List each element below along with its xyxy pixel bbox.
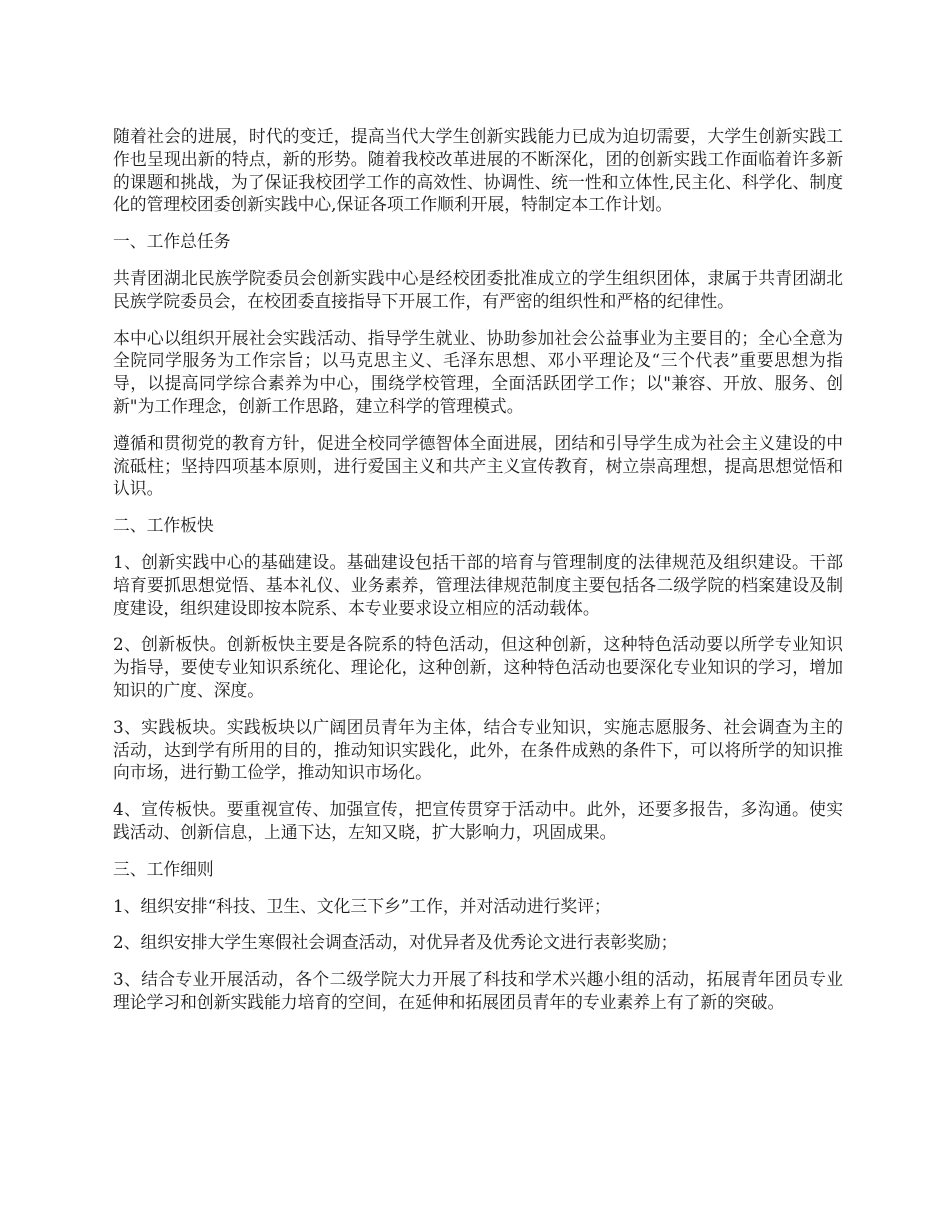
intro-paragraph: 随着社会的进展，时代的变迁，提高当代大学生创新实践能力已成为迫切需要，大学生创新实践工作也呈现出新的特点，新的形势。随着我校改革进展的不断深化，团的创新实践工作面临着许多新的课题和挑战，为了保证我校团学工作的高效性、协调性、统一性和立体性,民主化、科学化、制度化的管理校团委创新实践中心,保证各项工作顺利开展，特制定本工作计划。 xyxy=(113,126,843,215)
list-item: 4、宣传板快。要重视宣传、加强宣传，把宣传贯穿于活动中。此外，还要多报告，多沟通。使实践活动、创新信息，上通下达，左知又晓，扩大影响力，巩固成果。 xyxy=(113,799,843,842)
list-item: 1、组织安排“科技、卫生、文化三下乡”工作，并对活动进行奖评； xyxy=(113,895,611,916)
body-paragraph: 共青团湖北民族学院委员会创新实践中心是经校团委批准成立的学生组织团体，隶属于共青团湖北民族学院委员会，在校团委直接指导下开展工作，有严密的组织性和严格的纪律性。 xyxy=(113,267,843,311)
document-body xyxy=(113,125,843,1028)
section-heading-work-rules: 三、工作细则 xyxy=(113,858,214,879)
section-heading-overall-task: 一、工作总任务 xyxy=(113,231,231,252)
body-paragraph: 本中心以组织开展社会实践活动、指导学生就业、协助参加社会公益事业为主要目的；全心全意为全院同学服务为工作宗旨；以马克思主义、毛泽东思想、邓小平理论及“三个代表”重要思想为指导，以提高同学综合素养为中心，围绕学校管理，全面活跃团学工作；以"兼容、开放、服务、创新"为工作理念，创新工作思路，建立科学的管理模式。 xyxy=(113,327,843,416)
body-paragraph: 遵循和贯彻党的教育方针，促进全校同学德智体全面进展，团结和引导学生成为社会主义建设的中流砥柱；坚持四项基本原则，进行爱国主义和共产主义宣传教育，树立崇高理想，提高思想觉悟和认识。 xyxy=(113,432,843,499)
list-item: 2、创新板快。创新板快主要是各院系的特色活动，但这种创新，这种特色活动要以所学专业知识为指导，要使专业知识系统化、理论化，这种创新，这种特色活动也要深化专业知识的学习，增加知识的广度、深度。 xyxy=(113,634,843,700)
section-heading-work-sections: 二、工作板快 xyxy=(113,515,214,536)
list-item: 1、创新实践中心的基础建设。基础建设包括干部的培育与管理制度的法律规范及组织建设。干部培育要抓思想觉悟、基本礼仪、业务素养，管理法律规范制度主要包括各二级学院的档案建设及制度建设，组织建设即按本院系、本专业要求设立相应的活动载体。 xyxy=(113,551,843,618)
list-item: 3、结合专业开展活动，各个二级学院大力开展了科技和学术兴趣小组的活动，拓展青年团员专业理论学习和创新实践能力培育的空间，在延伸和拓展团员青年的专业素养上有了新的突破。 xyxy=(113,969,843,1012)
list-item: 3、实践板块。实践板块以广阔团员青年为主体，结合专业知识，实施志愿服务、社会调查为主的活动，达到学有所用的目的，推动知识实践化，此外，在条件成熟的条件下，可以将所学的知识推向市场，进行勤工俭学，推动知识市场化。 xyxy=(113,716,843,783)
list-item: 2、组织安排大学生寒假社会调查活动，对优异者及优秀论文进行表彰奖励； xyxy=(113,932,678,953)
